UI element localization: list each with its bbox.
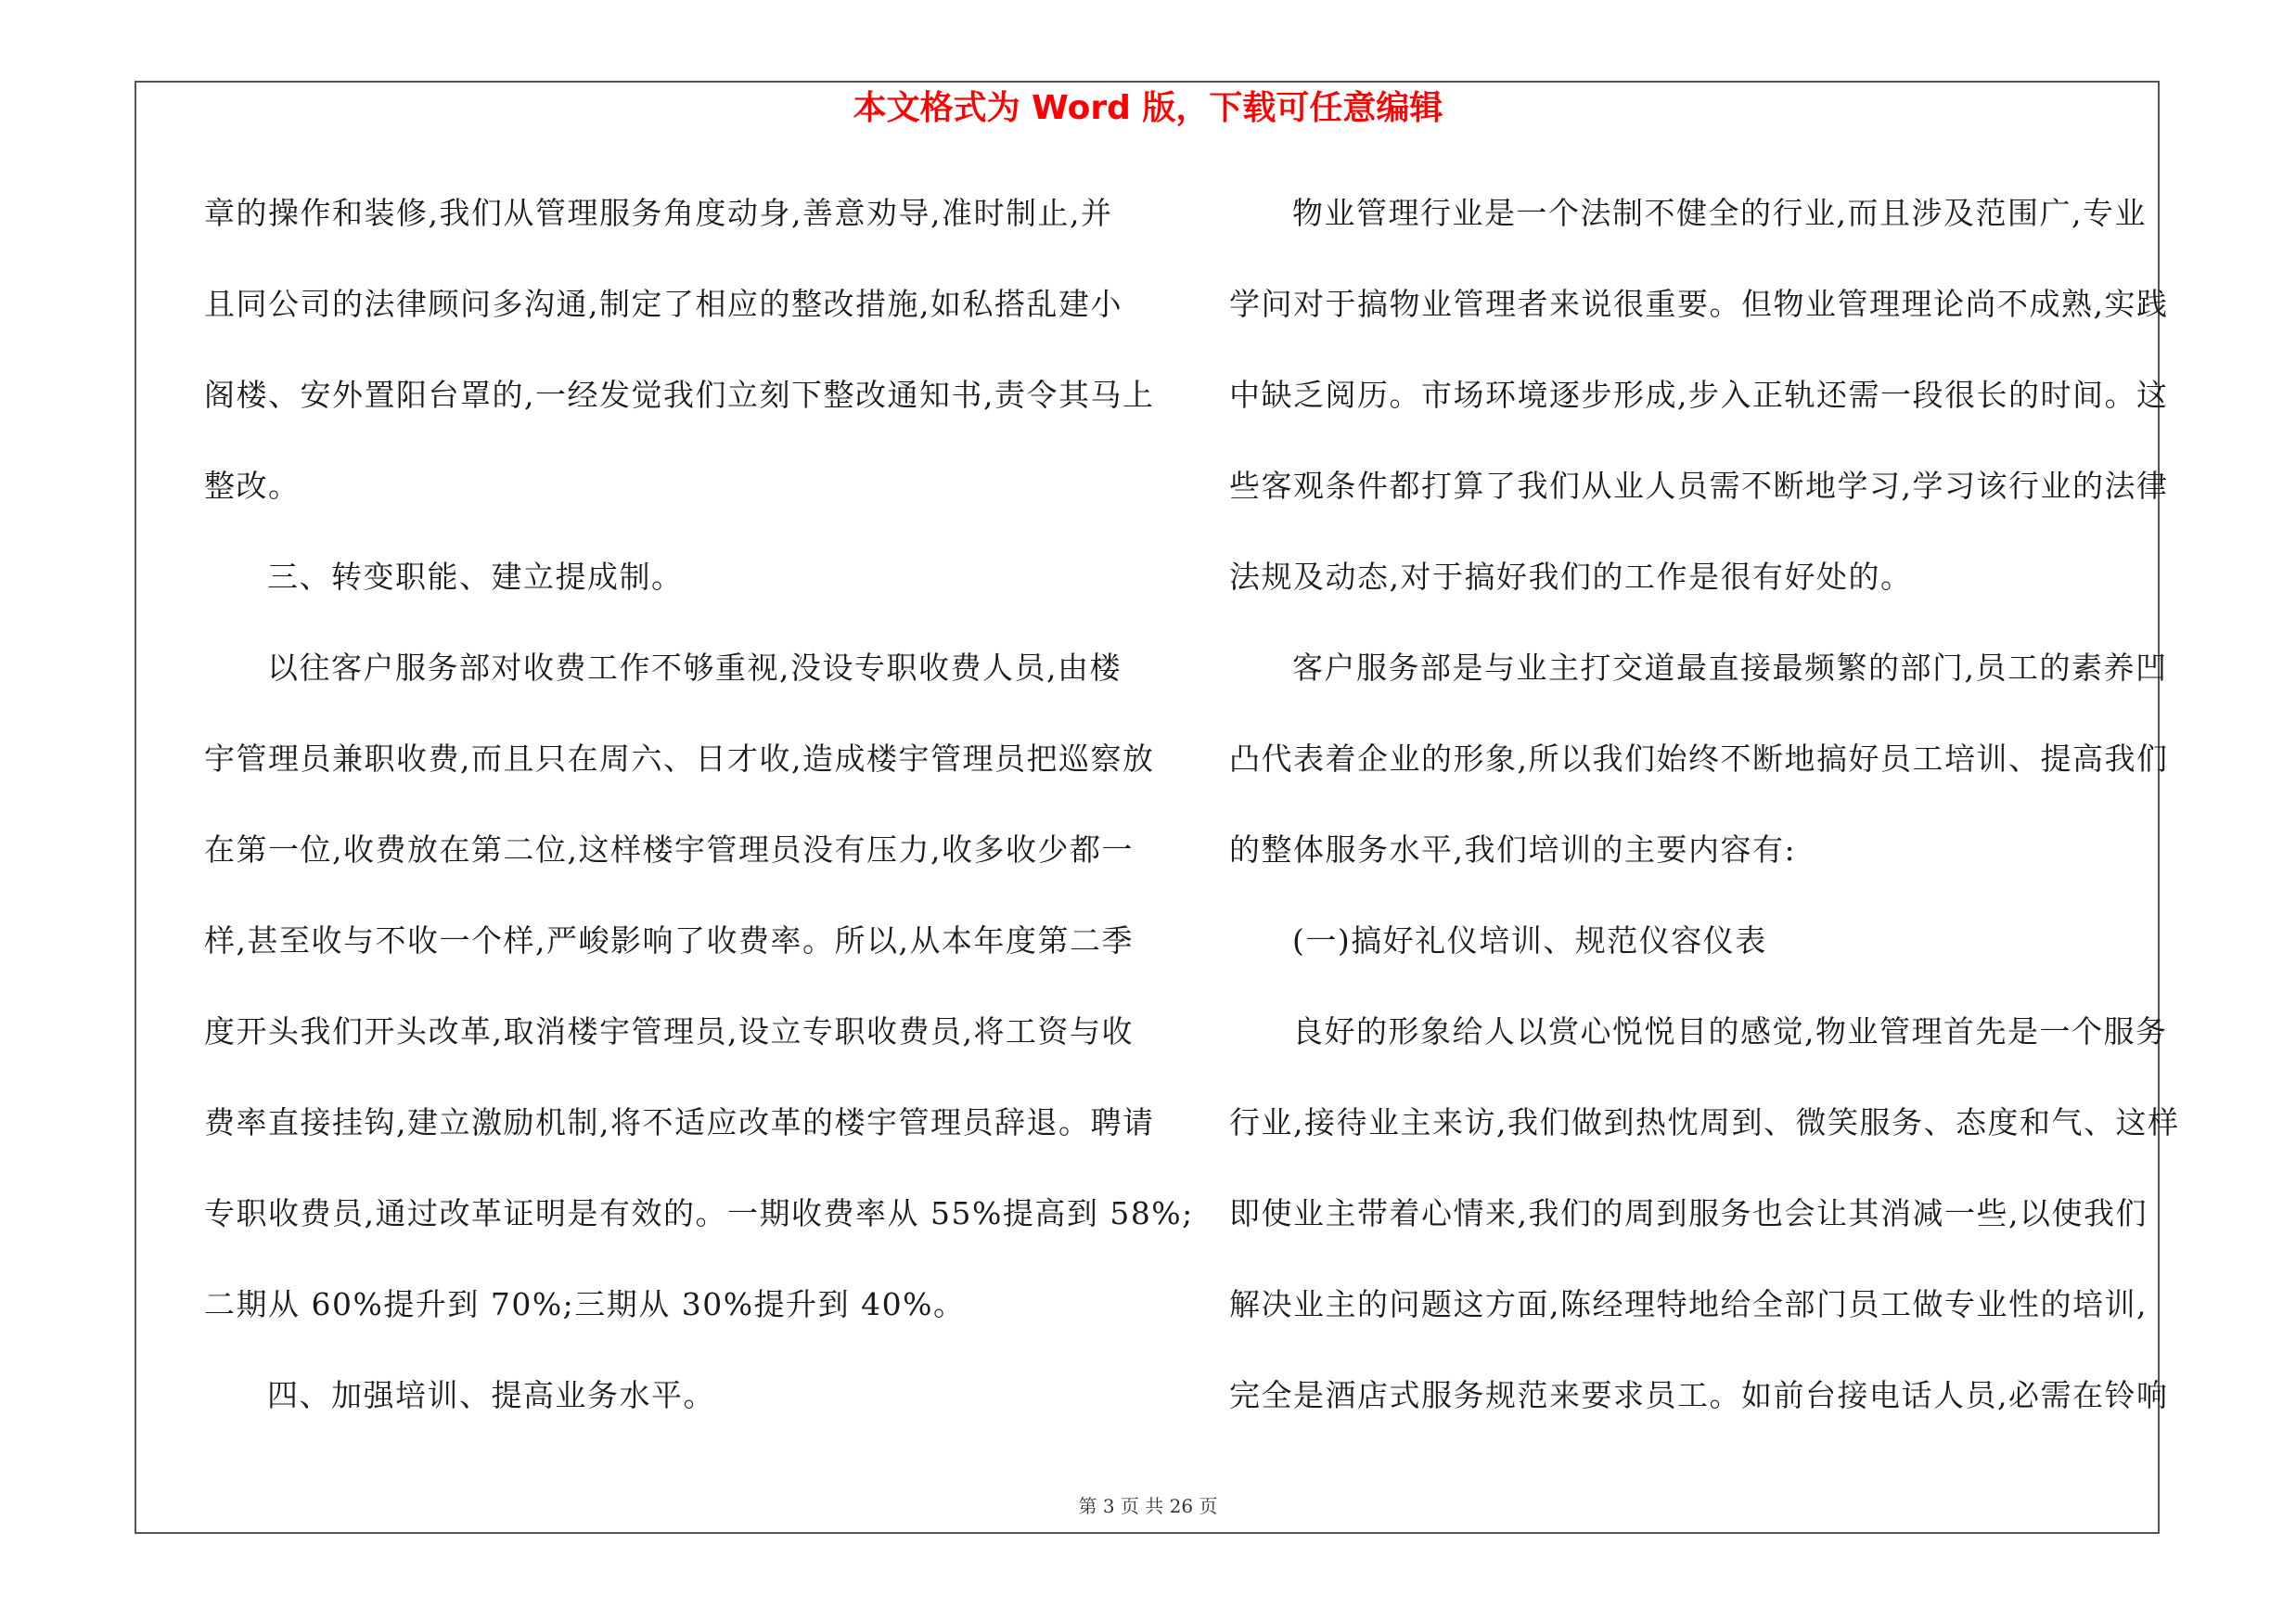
- left-line: 三、转变职能、建立提成制。: [267, 559, 684, 595]
- left-line: 四、加强培训、提高业务水平。: [267, 1377, 715, 1413]
- right-line: 即使业主带着心情来,我们的周到服务也会让其消减一些,以使我们: [1229, 1195, 2148, 1231]
- right-line: 完全是酒店式服务规范来要求员工。如前台接电话人员,必需在铃响: [1229, 1377, 2169, 1413]
- left-line: 二期从 60%提升到 70%;三期从 30%提升到 40%。: [204, 1286, 966, 1322]
- left-line: 度开头我们开头改革,取消楼宇管理员,设立专职收费员,将工资与收: [204, 1013, 1134, 1050]
- right-line: 行业,接待业主来访,我们做到热忱周到、微笑服务、态度和气、这样: [1229, 1104, 2180, 1140]
- right-line: 法规及动态,对于搞好我们的工作是很有好处的。: [1229, 559, 1913, 595]
- right-line: (一)搞好礼仪培训、规范仪容仪表: [1292, 922, 1767, 959]
- left-line: 整改。: [204, 468, 301, 504]
- right-line: 中缺乏阅历。市场环境逐步形成,步入正轨还需一段很长的时间。这: [1229, 377, 2169, 413]
- left-line: 在第一位,收费放在第二位,这样楼宇管理员没有压力,收多收少都一: [204, 831, 1134, 868]
- right-line: 的整体服务水平,我们培训的主要内容有:: [1229, 831, 1797, 868]
- right-line: 学问对于搞物业管理者来说很重要。但物业管理理论尚不成熟,实践: [1229, 286, 2169, 322]
- left-line: 宇管理员兼职收费,而且只在周六、日才收,造成楼宇管理员把巡察放: [204, 741, 1155, 777]
- left-line: 章的操作和装修,我们从管理服务角度动身,善意劝导,准时制止,并: [204, 195, 1113, 231]
- left-column: [204, 181, 1194, 1454]
- right-line: 良好的形象给人以赏心悦悦目的感觉,物业管理首先是一个服务: [1292, 1013, 2168, 1050]
- right-line: 客户服务部是与业主打交道最直接最频繁的部门,员工的素养凹: [1292, 650, 2168, 686]
- left-line: 阁楼、安外置阳台罩的,一经发觉我们立刻下整改通知书,责令其马上: [204, 377, 1155, 413]
- header-title: 本文格式为 Word 版，下载可任意编辑: [853, 89, 1443, 127]
- left-line: 以往客户服务部对收费工作不够重视,没设专职收费人员,由楼: [267, 650, 1122, 686]
- right-line: 些客观条件都打算了我们从业人员需不断地学习,学习该行业的法律: [1229, 468, 2169, 504]
- left-line: 专职收费员,通过改革证明是有效的。一期收费率从 55%提高到 58%;: [204, 1195, 1194, 1231]
- page-number: 第 3 页 共 26 页: [1078, 1495, 1218, 1517]
- right-line: 物业管理行业是一个法制不健全的行业,而且涉及范围广,专业: [1292, 195, 2147, 231]
- right-line: 解决业主的问题这方面,陈经理特地给全部门员工做专业性的培训,: [1229, 1286, 2148, 1322]
- left-line: 费率直接挂钩,建立激励机制,将不适应改革的楼宇管理员辞退。聘请: [204, 1104, 1155, 1140]
- right-line: 凸代表着企业的形象,所以我们始终不断地搞好员工培训、提高我们: [1229, 741, 2169, 777]
- left-line: 样,甚至收与不收一个样,严峻影响了收费率。所以,从本年度第二季: [204, 922, 1134, 959]
- left-line: 且同公司的法律顾问多沟通,制定了相应的整改措施,如私搭乱建小: [204, 286, 1122, 322]
- right-column: [1229, 181, 2180, 1454]
